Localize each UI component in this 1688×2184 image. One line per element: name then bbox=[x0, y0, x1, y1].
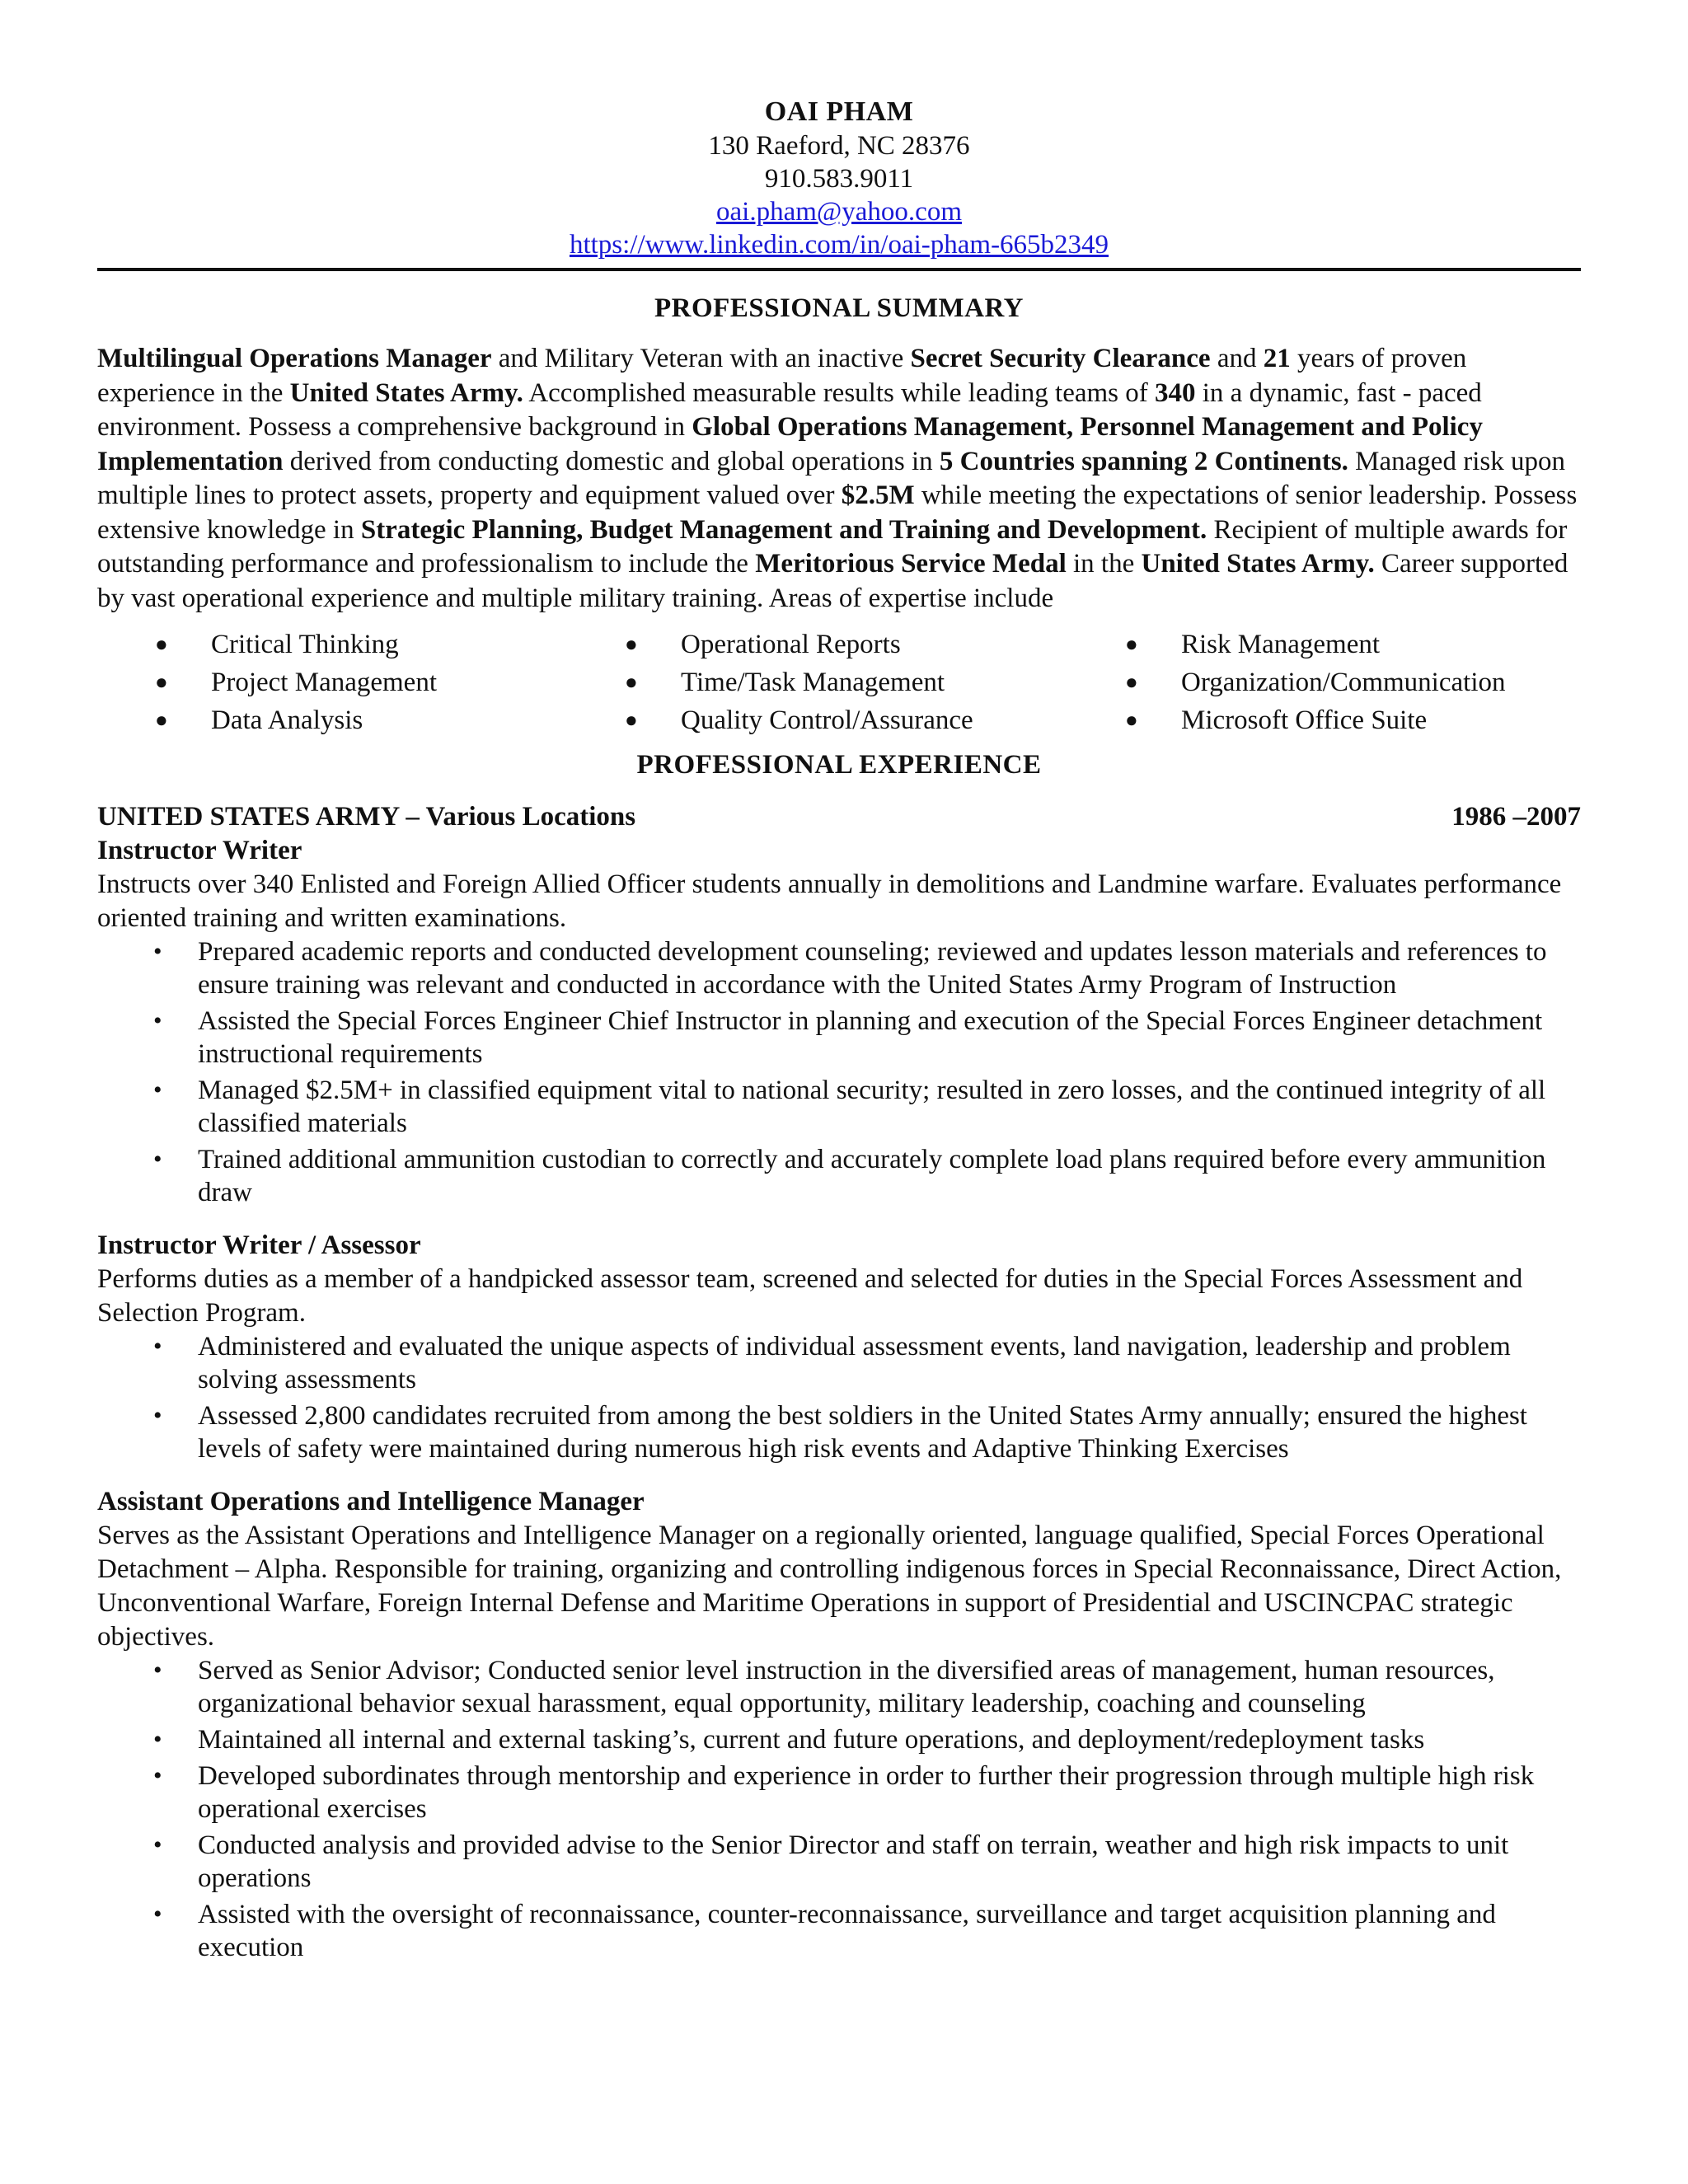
bullet-item: • Assessed 2,800 candidates recruited from among the best soldiers in the United States Army annually; ensured the highest levels of safety were maintained during numerous high risk events and Adaptive Thinking Exercises bbox=[97, 1399, 1581, 1465]
summary-segment: in the bbox=[1066, 549, 1142, 579]
summary-segment: 21 bbox=[1263, 344, 1291, 373]
summary-segment: $2.5M bbox=[841, 480, 915, 510]
experience-heading: PROFESSIONAL EXPERIENCE bbox=[636, 750, 1042, 780]
summary-segment: 340 bbox=[1155, 377, 1196, 408]
skill-item: ● Microsoft Office Suite bbox=[1125, 705, 1428, 735]
summary-segment: Secret Security Clearance bbox=[910, 344, 1211, 373]
skill-item: ● Organization/Communication bbox=[1125, 668, 1506, 697]
summary-segment: while meeting the expectations of senior leadership. Possess extensive knowledge in bbox=[97, 480, 1578, 545]
role-description: Performs duties as a member of a handpicked assessor team, screened and selected for duties in the Special Forces Assessment and Selection Program. bbox=[97, 1264, 1523, 1328]
candidate-name: OAI PHAM bbox=[764, 96, 914, 127]
address: 130 Raeford, NC 28376 bbox=[708, 131, 970, 161]
skill-item: ● Time/Task Management bbox=[625, 668, 945, 697]
bullet-item: • Trained additional ammunition custodian to correctly and accurately complete load plans required before every ammunition draw bbox=[97, 1143, 1581, 1209]
summary-segment: Meritorious Service Medal bbox=[755, 549, 1067, 579]
summary-segment: Accomplished measurable results while leading teams of bbox=[523, 377, 1156, 408]
role-description: Serves as the Assistant Operations and Intelligence Manager on a regionally oriented, language qualified, Special Forces Operational Detachment – Alpha. Responsible for training, organizing and controlling indigenous forces in Special Reconnaissance, Direct Action, Unconventional Warfare, Foreign Internal Defense and Maritime Operations in support of Presidential and USCINCPAC strategic objectives. bbox=[97, 1521, 1562, 1652]
summary-segment: in a dynamic, fast - paced environment. Possess a comprehensive background in bbox=[97, 377, 1482, 442]
summary-segment: Strategic Planning, Budget Management and Training and Development. bbox=[360, 514, 1207, 545]
summary-segment: and bbox=[1210, 344, 1264, 373]
summary-segment: United States Army. bbox=[1141, 549, 1375, 579]
resume-header bbox=[97, 95, 1581, 261]
phone: 910.583.9011 bbox=[764, 164, 914, 194]
skill-item: ● Risk Management bbox=[1125, 630, 1381, 659]
bullet-item: • Managed $2.5M+ in classified equipment vital to national security; resulted in zero losses, and the continued integrity of all classified materials bbox=[97, 1074, 1581, 1140]
skill-item: ● Operational Reports bbox=[625, 630, 901, 659]
resume-page bbox=[97, 95, 1581, 1967]
role-bullets bbox=[97, 1654, 1581, 1964]
bullet-item: • Served as Senior Advisor; Conducted senior level instruction in the diversified areas of management, human resources, organizational behavior sexual harassment, equal opportunity, military leadership, coaching and counseling bbox=[97, 1654, 1581, 1720]
skills-list bbox=[155, 626, 1581, 739]
email-link[interactable]: oai.pham@yahoo.com bbox=[716, 197, 962, 227]
summary-segment: Global Operations Management, Personnel Management and Policy Implementation bbox=[97, 412, 1483, 476]
summary-segment: and Military Veteran with an inactive bbox=[491, 344, 911, 373]
employer-name: UNITED STATES ARMY – Various Locations bbox=[97, 802, 636, 832]
summary-paragraph bbox=[97, 342, 1581, 616]
skill-item: ● Quality Control/Assurance bbox=[625, 705, 973, 735]
skill-item: ● Data Analysis bbox=[155, 705, 363, 735]
linkedin-link[interactable]: https://www.linkedin.com/in/oai-pham-665b2349 bbox=[569, 230, 1109, 260]
header-divider bbox=[97, 268, 1581, 271]
summary-segment: United States Army. bbox=[289, 377, 523, 408]
employment-dates: 1986 –2007 bbox=[1451, 802, 1581, 832]
summary-segment: Multilingual Operations Manager bbox=[97, 344, 492, 373]
employer-line bbox=[97, 800, 1581, 834]
bullet-item: • Administered and evaluated the unique aspects of individual assessment events, land navigation, leadership and problem solving assessments bbox=[97, 1330, 1581, 1396]
summary-segment: 5 Countries spanning 2 Continents. bbox=[939, 446, 1348, 476]
summary-segment: derived from conducting domestic and global operations in bbox=[283, 446, 940, 476]
summary-segment: Managed risk upon multiple lines to protect assets, property and equipment valued over bbox=[97, 446, 1565, 510]
summary-segment: Career supported by vast operational experience and multiple military training. Areas of expertise include bbox=[97, 549, 1568, 613]
bullet-item: • Conducted analysis and provided advise to the Senior Director and staff on terrain, weather and high risk impacts to unit operations bbox=[97, 1829, 1581, 1895]
summary-segment: years of proven experience in the bbox=[97, 344, 1467, 408]
role-title: Assistant Operations and Intelligence Manager bbox=[97, 1487, 645, 1516]
role-title: Instructor Writer / Assessor bbox=[97, 1230, 421, 1260]
bullet-item: • Assisted with the oversight of reconnaissance, counter-reconnaissance, surveillance and target acquisition planning and execution bbox=[97, 1898, 1581, 1964]
skill-item: ● Project Management bbox=[155, 668, 437, 697]
role-bullets bbox=[97, 1330, 1581, 1465]
role-description: Instructs over 340 Enlisted and Foreign Allied Officer students annually in demolitions and Landmine warfare. Evaluates performance oriented training and written examinations. bbox=[97, 869, 1562, 933]
skill-item: ● Critical Thinking bbox=[155, 630, 399, 659]
role-bullets bbox=[97, 935, 1581, 1209]
summary-heading: PROFESSIONAL SUMMARY bbox=[654, 293, 1024, 323]
bullet-item: • Prepared academic reports and conducted development counseling; reviewed and updates lesson materials and references to ensure training was relevant and conducted in accordance with the United States Army Program of Instruction bbox=[97, 935, 1581, 1001]
role-title: Instructor Writer bbox=[97, 836, 302, 865]
summary-segment: Recipient of multiple awards for outstanding performance and professionalism to include the bbox=[97, 514, 1568, 579]
bullet-item: • Maintained all internal and external tasking’s, current and future operations, and deployment/redeployment tasks bbox=[97, 1723, 1581, 1756]
bullet-item: • Developed subordinates through mentorship and experience in order to further their progression through multiple high risk operational exercises bbox=[97, 1760, 1581, 1825]
bullet-item: • Assisted the Special Forces Engineer Chief Instructor in planning and execution of the Special Forces Engineer detachment instructional requirements bbox=[97, 1005, 1581, 1071]
